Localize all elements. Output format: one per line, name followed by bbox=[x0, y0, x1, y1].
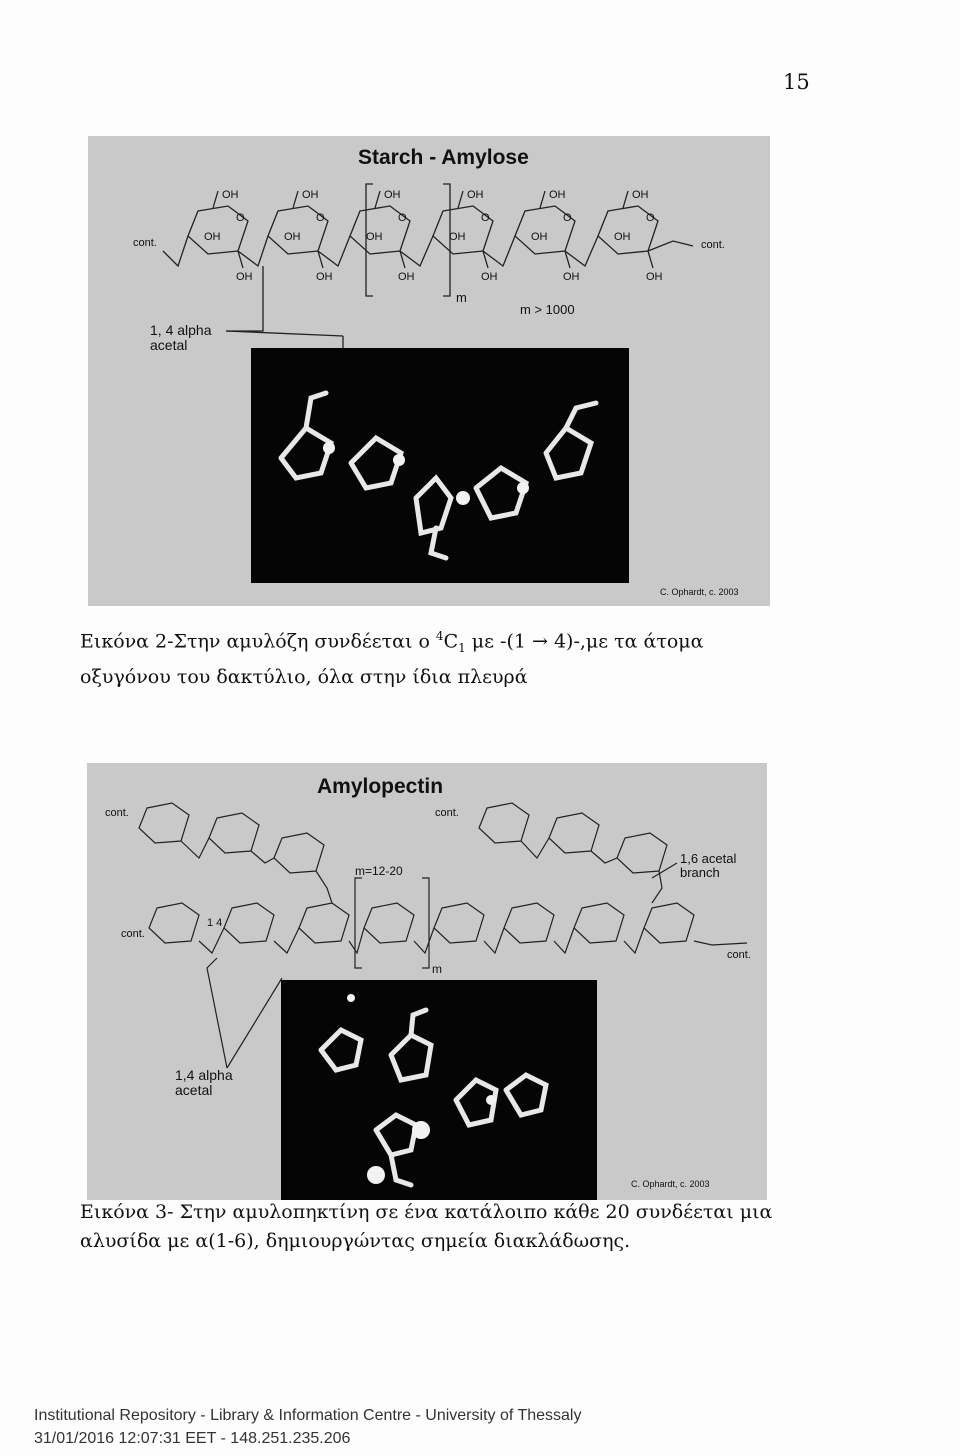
ring-oxygen-label: O bbox=[481, 212, 490, 224]
image-credit: C. Ophardt, c. 2003 bbox=[631, 1179, 710, 1189]
oh-label: OH bbox=[646, 271, 663, 283]
image-credit: C. Ophardt, c. 2003 bbox=[660, 587, 739, 597]
timestamp-footer: 31/01/2016 12:07:31 EET - 148.251.235.206 bbox=[34, 1430, 351, 1447]
m-range-label: m=12-20 bbox=[355, 864, 403, 878]
oh-label: OH bbox=[302, 189, 319, 201]
repeat-m-label: m bbox=[456, 290, 467, 305]
alpha-acetal-annotation: 1, 4 alpha acetal bbox=[150, 322, 212, 353]
cont-label: cont. bbox=[435, 807, 459, 819]
oh-label: OH bbox=[384, 189, 401, 201]
figure-title: Amylopectin bbox=[317, 775, 444, 798]
oh-label: OH bbox=[531, 231, 548, 243]
ball-and-stick-model bbox=[281, 980, 597, 1200]
ball-and-stick-model bbox=[251, 348, 629, 583]
caption-superscript: 4 bbox=[435, 629, 444, 643]
ring-oxygen-label: O bbox=[316, 212, 325, 224]
ring-oxygen-label: O bbox=[236, 212, 245, 224]
ring-oxygen-label: O bbox=[398, 212, 407, 224]
oh-label: OH bbox=[632, 189, 649, 201]
figure-caption bbox=[80, 622, 800, 692]
cont-left-label: cont. bbox=[133, 237, 157, 249]
branch-annotation: 1,6 acetal branch bbox=[680, 851, 737, 880]
oh-label: OH bbox=[549, 189, 566, 201]
caption-text: C bbox=[443, 630, 459, 653]
oh-label: OH bbox=[316, 271, 333, 283]
repeat-m-label: m bbox=[432, 962, 442, 976]
ring-oxygen-label: O bbox=[563, 212, 572, 224]
molecular-model-image bbox=[281, 980, 597, 1200]
oh-label: OH bbox=[481, 271, 498, 283]
oh-label: OH bbox=[614, 231, 631, 243]
oh-label: OH bbox=[366, 231, 383, 243]
bond-position-label: 1 4 bbox=[207, 917, 223, 929]
ring-oxygen-label: O bbox=[646, 212, 655, 224]
caption-subscript: 1 bbox=[458, 641, 466, 656]
oh-label: OH bbox=[236, 271, 253, 283]
oh-label: OH bbox=[284, 231, 301, 243]
caption-text: Εικόνα 2-Στην αμυλόζη συνδέεται ο bbox=[80, 630, 436, 653]
cont-label: cont. bbox=[105, 807, 129, 819]
figure-amylopectin bbox=[87, 763, 767, 1200]
figure-amylose bbox=[88, 136, 770, 606]
cont-right-label: cont. bbox=[701, 239, 725, 251]
oh-label: OH bbox=[449, 231, 466, 243]
cont-label: cont. bbox=[727, 949, 751, 961]
repository-footer: Institutional Repository - Library & Information Centre - University of Thessaly bbox=[34, 1407, 582, 1424]
oh-label: OH bbox=[398, 271, 415, 283]
oh-label: OH bbox=[563, 271, 580, 283]
alpha-acetal-annotation: 1,4 alpha acetal bbox=[175, 1067, 233, 1098]
molecular-model-image bbox=[251, 348, 629, 583]
m-value-label: m > 1000 bbox=[520, 302, 575, 317]
page-number: 15 bbox=[783, 70, 810, 94]
figure-caption: Εικόνα 3- Στην αμυλοπηκτίνη σε ένα κατάλοιπο κάθε 20 συνδέεται μια αλυσίδα με α(1-6), δημιουργώντας σημεία διακλάδωσης. bbox=[80, 1201, 773, 1252]
oh-label: OH bbox=[467, 189, 484, 201]
cont-label: cont. bbox=[121, 928, 145, 940]
oh-label: OH bbox=[222, 189, 239, 201]
oh-label: OH bbox=[204, 231, 221, 243]
caption-text: με -(1 → 4)-,με τα άτομα οξυγόνου του δακτύλιο, όλα στην ίδια πλευρά bbox=[80, 630, 704, 689]
figure-title: Starch - Amylose bbox=[358, 146, 529, 169]
